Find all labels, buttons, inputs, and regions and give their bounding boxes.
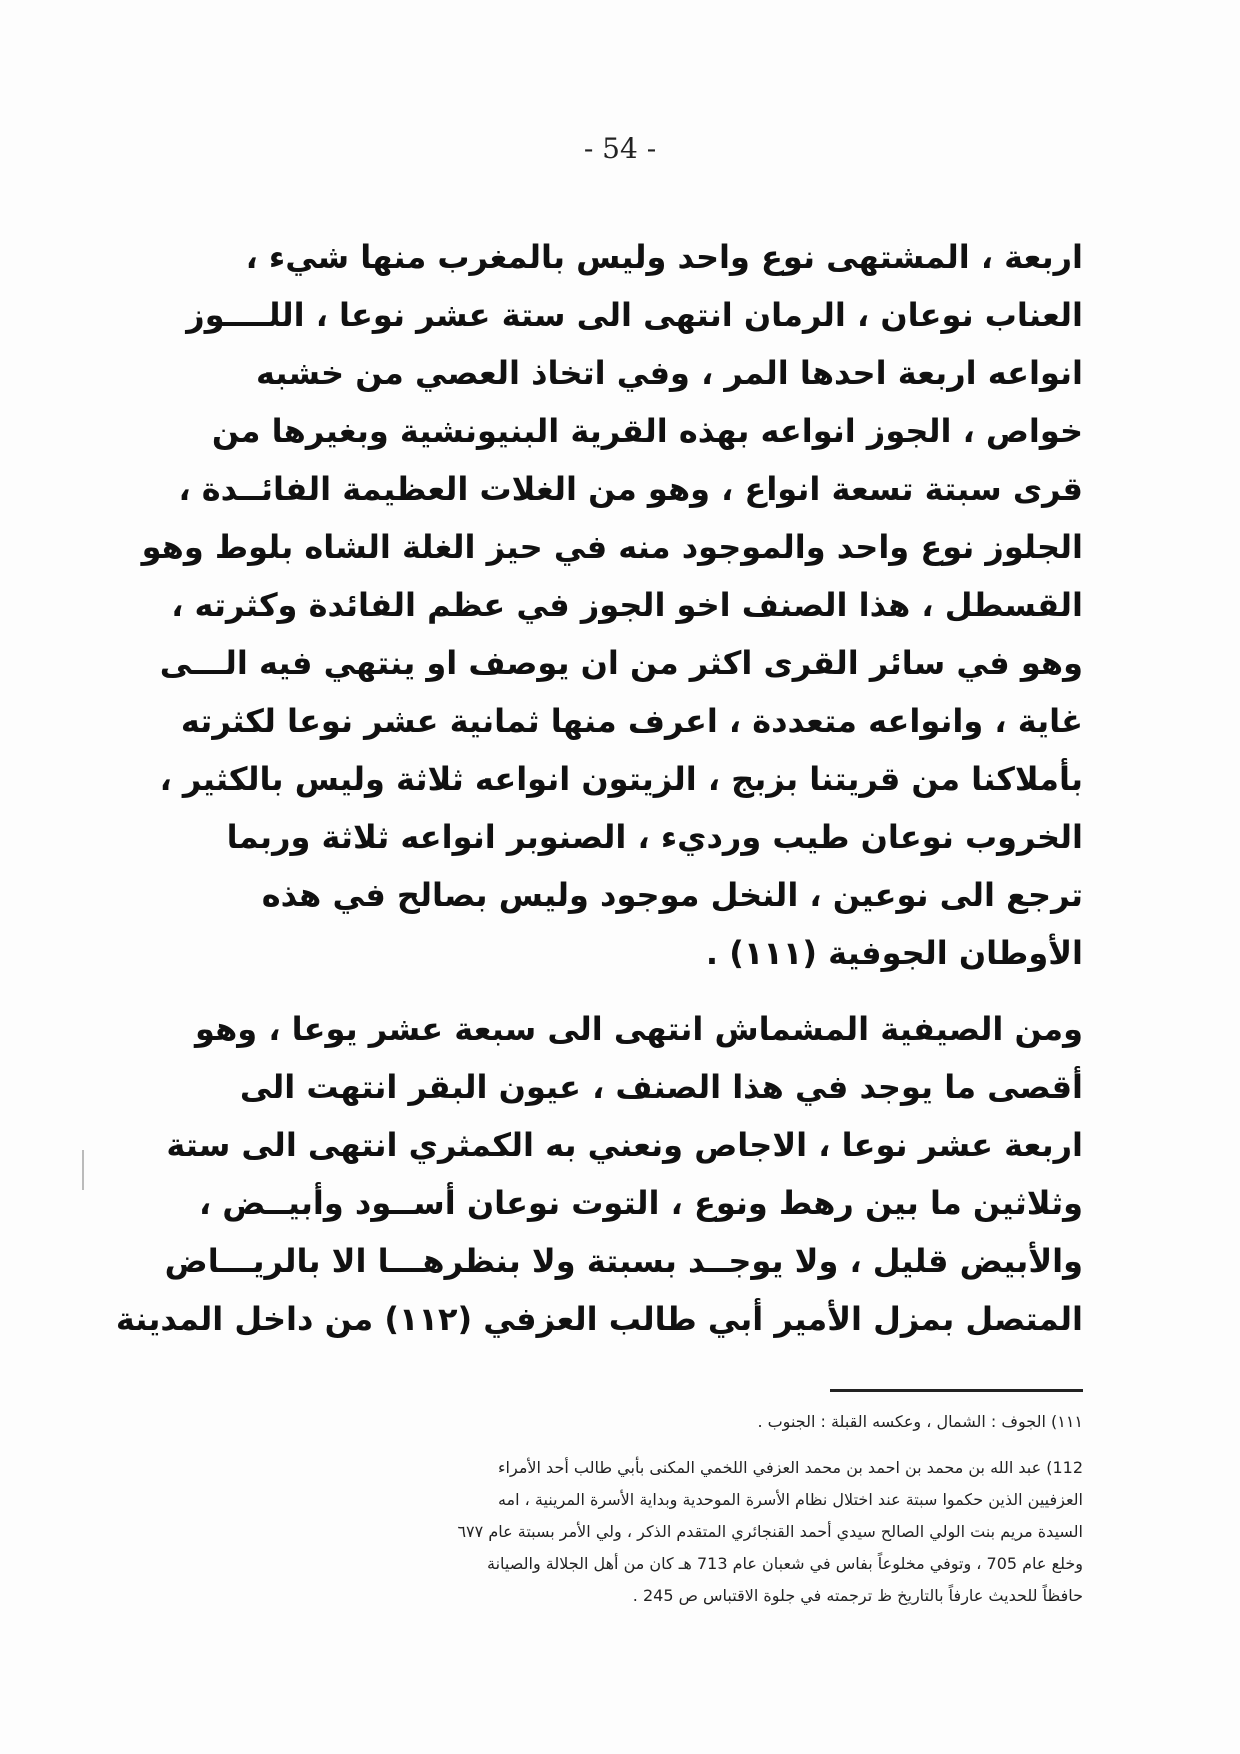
paragraph-line: الجلوز نوع واحد والموجود منه في حيز الغلة الشاه بلوط وهو: [141, 528, 1083, 566]
paragraph-line: غاية ، وانواعه متعددة ، اعرف منها ثمانية عشر نوعا لكثرته: [180, 702, 1083, 740]
paragraph-1: [141, 228, 1083, 982]
footnote-112-line: وخلع عام 705 ، وتوفي مخلوعاً بفاس في شعبان عام 713 هـ كان من أهل الجلالة والصيانة: [487, 1554, 1083, 1573]
paragraph-line: العناب نوعان ، الرمان انتهى الى ستة عشر نوعا ، اللــــوز: [186, 296, 1083, 334]
paragraph-line: المتصل بمزل الأمير أبي طالب العزفي (١١٢) من داخل المدينة: [115, 1300, 1083, 1338]
paragraph-line: وهو في سائر القرى اكثر من ان يوصف او ينتهي فيه الـــى: [159, 644, 1083, 682]
paragraph-line: اربعة ، المشتهى نوع واحد وليس بالمغرب منها شيء ،: [245, 238, 1083, 276]
paragraph-line: أقصى ما يوجد في هذا الصنف ، عيون البقر انتهت الى: [239, 1068, 1083, 1106]
footnote-divider: [830, 1389, 1083, 1392]
paragraph-2: [115, 1000, 1083, 1348]
margin-mark: [82, 1150, 84, 1190]
paragraph-line: بأملاكنا من قريتنا بزبج ، الزيتون انواعه ثلاثة وليس بالكثير ،: [159, 760, 1083, 798]
paragraph-line: ترجع الى نوعين ، النخل موجود وليس بصالح في هذه: [261, 876, 1083, 914]
paragraph-line: قرى سبتة تسعة انواع ، وهو من الغلات العظيمة الفائــدة ،: [178, 470, 1083, 508]
footnote-111: ١١١) الجوف : الشمال ، وعكسه القبلة : الجنوب .: [757, 1412, 1083, 1431]
paragraph-line: ومن الصيفية المشماش انتهى الى سبعة عشر يوعا ، وهو: [195, 1010, 1083, 1048]
paragraph-line: الخروب نوعان طيب ورديء ، الصنوبر انواعه ثلاثة وربما: [226, 818, 1083, 856]
footnote-112-line: حافظاً للحديث عارفاً بالتاريخ ظ ترجمته في جلوة الاقتباس ص 245 .: [632, 1586, 1083, 1605]
paragraph-line: الأوطان الجوفية (١١١) .: [705, 934, 1083, 972]
paragraph-line: اربعة عشر نوعا ، الاجاص ونعني به الكمثري انتهى الى ستة: [166, 1126, 1083, 1164]
page-number: - 54 -: [583, 132, 657, 165]
footnote-112-line: السيدة مريم بنت الولي الصالح سيدي أحمد القنجائري المتقدم الذكر ، ولي الأمر بسبتة عام ٦٧٧: [457, 1522, 1083, 1541]
paragraph-line: خواص ، الجوز انواعه بهذه القرية البنيونشية وبغيرها من: [211, 412, 1083, 450]
paragraph-line: والأبيض قليل ، ولا يوجــد بسبتة ولا بنظرهـــا الا بالريـــاض: [164, 1242, 1083, 1280]
paragraph-line: القسطل ، هذا الصنف اخو الجوز في عظم الفائدة وكثرته ،: [171, 586, 1083, 624]
paragraph-line: وثلاثين ما بين رهط ونوع ، التوت نوعان أســود وأبيــض ،: [199, 1184, 1083, 1222]
footnotes: [145, 1406, 1083, 1612]
footnote-112-line: 112) عبد الله بن محمد بن احمد بن محمد العزفي اللخمي المكنى بأبي طالب أحد الأمراء: [498, 1458, 1083, 1477]
footnote-112-line: العزفيين الذين حكموا سبتة عند اختلال نظام الأسرة الموحدية وبداية الأسرة المرينية ، امه: [497, 1490, 1083, 1509]
paragraph-line: انواعه اربعة احدها المر ، وفي اتخاذ العصي من خشبه: [256, 354, 1083, 392]
